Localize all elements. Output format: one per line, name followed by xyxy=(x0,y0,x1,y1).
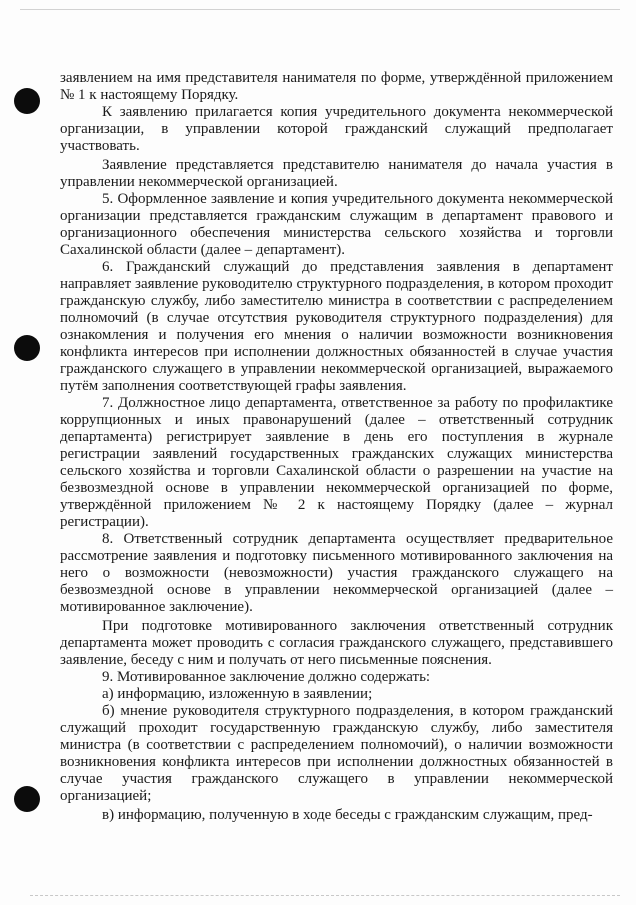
paragraph-item-8: 8. Ответственный сотрудник департамента осуществляет предварительное рассмотрение заявления и подготовку письменного мотивированного заключения на него о возможности (невозможности) участия гражданского служащего на безвозмездной основе в управлении некоммерческой организацией (далее – мотивированное заключение). xyxy=(60,531,613,615)
paragraph-attachment-copy: К заявлению прилагается копия учредительного документа некоммерческой организации, в управлении которой гражданский служащий предполагает участвовать. xyxy=(60,104,613,154)
paragraph-preparation: При подготовке мотивированного заключения ответственный сотрудник департамента может проводить с согласия гражданского служащего, представившего заявление, беседу с ним и получать от него письменные пояснения. xyxy=(60,618,613,668)
paragraph-item-7: 7. Должностное лицо департамента, ответственное за работу по профилактике коррупционных и иных правонарушений (далее – ответственный сотрудник департамента) регистрирует заявление в день его поступления в журнале регистрации заявлений государственных гражданских служащих министерства сельского хозяйства и торговли Сахалинской области о разрешении на участие на безвозмездной основе в управлении некоммерческой организацией по форме, утверждённой приложением № 2 к настоящему Порядку (далее – журнал регистрации). xyxy=(60,395,613,530)
document-body xyxy=(60,70,613,824)
paragraph-continuation: заявлением на имя представителя нанимателя по форме, утверждённой приложением № 1 к настоящему Порядку. xyxy=(60,70,613,103)
paragraph-subitem-b: б) мнение руководителя структурного подразделения, в котором гражданский служащий проходит государственную гражданскую службу, либо заместителя министра (в соответствии с распределением полномочий), о наличии возможности возникновения конфликта интересов при исполнении должностных обязанностей в случае участия гражданского служащего в управлении некоммерческой организацией; xyxy=(60,703,613,804)
punch-hole-middle xyxy=(14,335,40,361)
paragraph-item-9: 9. Мотивированное заключение должно содержать: xyxy=(102,669,431,685)
paragraph-submission-timing: Заявление представляется представителю нанимателя до начала участия в управлении некоммерческой организацией. xyxy=(60,157,613,190)
punch-hole-bottom xyxy=(14,786,40,812)
paragraph-subitem-v: в) информацию, полученную в ходе беседы с гражданским служащим, пред- xyxy=(102,807,593,823)
page-top-edge xyxy=(20,9,620,10)
paragraph-item-5: 5. Оформленное заявление и копия учредительного документа некоммерческой организации представляется гражданским служащим в департамент правового и организационного обеспечения министерства сельского хозяйства и торговли Сахалинской области (далее – департамент). xyxy=(60,191,613,258)
page-bottom-edge xyxy=(30,895,620,896)
paragraph-subitem-a: а) информацию, изложенную в заявлении; xyxy=(102,686,373,702)
paragraph-item-6: 6. Гражданский служащий до представления заявления в департамент направляет заявление руководителю структурного подразделения, в котором проходит гражданскую службу, либо заместителю министра в соответствии с распределением полномочий (в случае отсутствия руководителя структурного подразделения) для ознакомления и получения его мнения о наличии возможности возникновения конфликта интересов при исполнении должностных обязанностей в случае участия гражданского служащего в управлении некоммерческой организацией, выражаемого путём заполнения соответствующей графы заявления. xyxy=(60,259,613,394)
punch-hole-top xyxy=(14,88,40,114)
